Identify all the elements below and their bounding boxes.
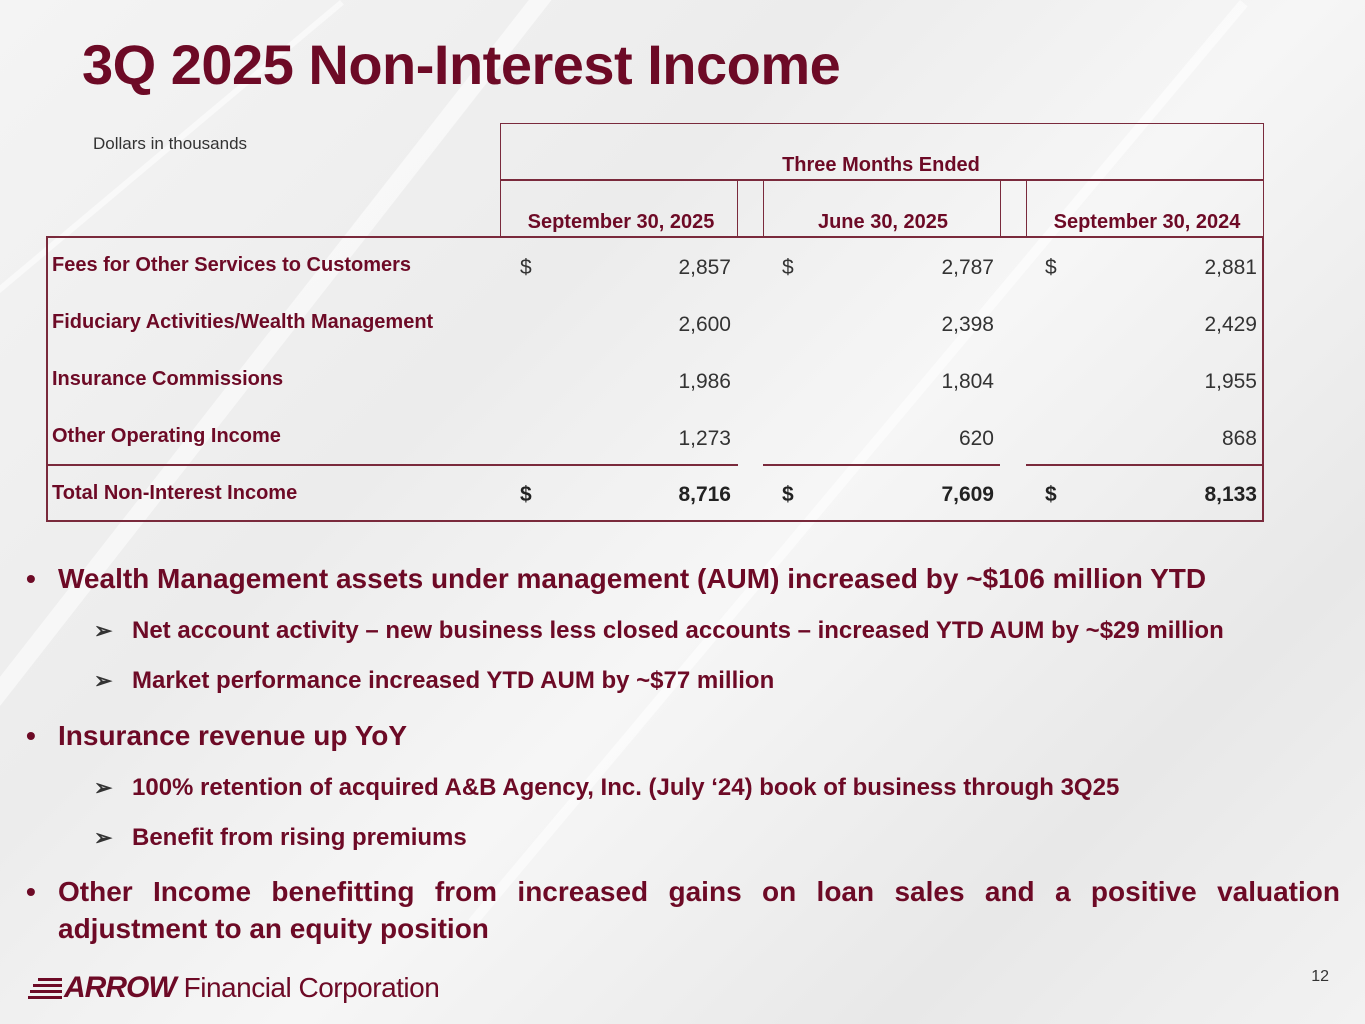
sub-bullet-text: Net account activity – new business less closed accounts – increased YTD AUM by ~$29 million xyxy=(132,617,1224,644)
column-header: June 30, 2025 xyxy=(817,211,949,233)
bullet-text: Other Income benefitting from increased gains on loan sales and a positive valuation adjustment to an equity position xyxy=(58,876,1340,944)
column-header: September 30, 2025 xyxy=(527,211,715,233)
total-rule xyxy=(763,464,1000,466)
sub-bullet-text: Benefit from rising premiums xyxy=(132,824,467,851)
arrow-bullet-icon: ➢ xyxy=(94,618,113,643)
sub-bullet-text: 100% retention of acquired A&B Agency, Inc. (July ‘24) book of business through 3Q25 xyxy=(132,774,1120,801)
bullet-text: Wealth Management assets under management (AUM) increased by ~$106 million YTD xyxy=(58,563,1207,594)
row-label: Fiduciary Activities/Wealth Management xyxy=(52,311,434,333)
total-label: Total Non-Interest Income xyxy=(52,482,298,504)
bullet-icon: • xyxy=(26,720,36,751)
currency-symbol: $ xyxy=(520,256,532,279)
column-header: September 30, 2024 xyxy=(1053,211,1241,233)
sub-bullet-item xyxy=(94,667,774,695)
table-left-rule xyxy=(46,236,48,522)
value-cell: 2,429 xyxy=(1204,313,1257,336)
total-rule xyxy=(1026,464,1264,466)
value-cell: 1,986 xyxy=(678,370,731,393)
value-cell: 2,881 xyxy=(1204,256,1257,279)
sub-bullet-item xyxy=(94,774,1119,802)
value-cell: 2,857 xyxy=(678,256,731,279)
bullet-text: Insurance revenue up YoY xyxy=(58,720,408,751)
page-number: 12 xyxy=(1311,968,1329,985)
value-cell: 620 xyxy=(958,427,994,450)
value-cell: 2,600 xyxy=(678,313,731,336)
page-title: 3Q 2025 Non-Interest Income xyxy=(82,33,841,96)
total-rule xyxy=(46,464,738,466)
logo-company-name: Financial Corporation xyxy=(183,972,440,1003)
bullet-icon: • xyxy=(26,563,36,594)
currency-symbol: $ xyxy=(1045,483,1057,506)
currency-symbol: $ xyxy=(1045,256,1057,279)
value-cell: 2,398 xyxy=(941,313,994,336)
currency-symbol: $ xyxy=(782,483,794,506)
currency-symbol: $ xyxy=(520,483,532,506)
total-value: 8,133 xyxy=(1204,483,1257,506)
value-cell: 1,273 xyxy=(678,427,731,450)
table-right-rule xyxy=(1262,236,1264,522)
table-bottom-rule xyxy=(46,520,1264,522)
total-value: 7,609 xyxy=(941,483,994,506)
table-top-rule xyxy=(46,236,1264,238)
table-group-header: Three Months Ended xyxy=(782,154,980,176)
arrow-logo-icon xyxy=(28,974,64,1002)
sub-bullet-item xyxy=(94,824,467,852)
value-cell: 1,804 xyxy=(941,370,994,393)
units-note: Dollars in thousands xyxy=(93,134,248,153)
row-label: Insurance Commissions xyxy=(52,368,284,390)
sub-bullet-item xyxy=(94,617,1224,645)
row-label: Other Operating Income xyxy=(52,425,281,447)
row-label: Fees for Other Services to Customers xyxy=(52,254,412,276)
arrow-bullet-icon: ➢ xyxy=(94,825,113,850)
arrow-bullet-icon: ➢ xyxy=(94,668,113,693)
sub-bullet-text: Market performance increased YTD AUM by ~$77 million xyxy=(132,667,775,694)
bullet-icon: • xyxy=(26,876,36,907)
total-value: 8,716 xyxy=(678,483,731,506)
currency-symbol: $ xyxy=(782,256,794,279)
company-logo xyxy=(28,968,439,1008)
value-cell: 1,955 xyxy=(1204,370,1257,393)
value-cell: 868 xyxy=(1221,427,1257,450)
logo-wordmark: ARROW xyxy=(64,971,176,1004)
value-cell: 2,787 xyxy=(941,256,994,279)
arrow-bullet-icon: ➢ xyxy=(94,775,113,800)
